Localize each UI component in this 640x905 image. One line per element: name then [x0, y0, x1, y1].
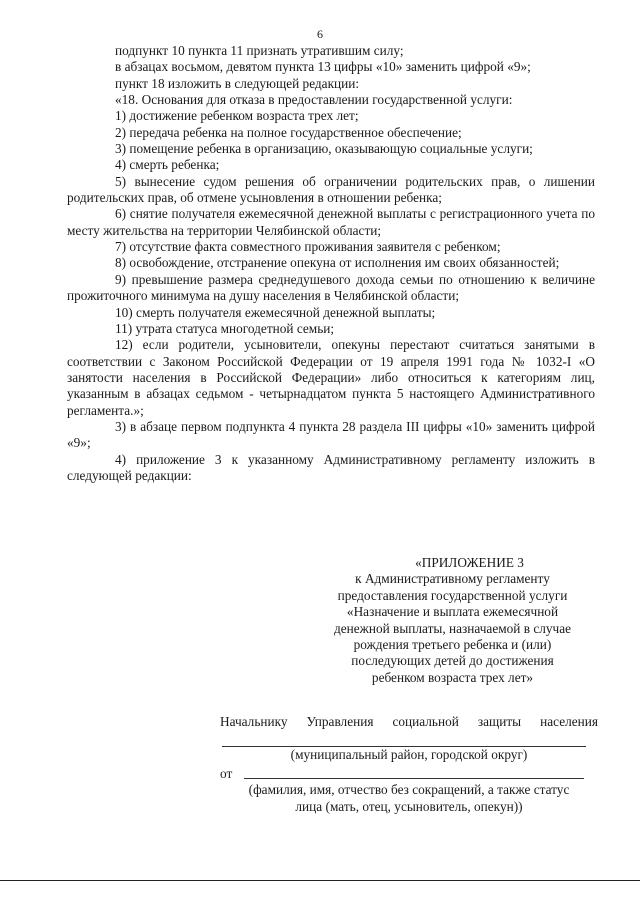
- list-item-4: 4) смерть ребенка;: [115, 157, 220, 173]
- appendix-line-8: ребенком возраста трех лет»: [371, 669, 534, 685]
- list-item-6: 6) снятие получателя ежемесячной денежной выплаты с регистрационного учета по месту жительства на территории Челябинской области;: [67, 206, 595, 238]
- list-item-5: 5) вынесение судом решения об ограничении родительских прав, о лишении родительских прав, об отмене усыновления в отношении ребенка;: [67, 173, 595, 206]
- page-number: 6: [317, 27, 323, 41]
- list-item-9: 9) превышение размера среднедушевого дохода семьи по отношению к величине прожиточного минимума на душу населения в Челябинской области;: [67, 271, 595, 304]
- appendix-header: [300, 555, 605, 686]
- list-item-3: 3) помещение ребенка в организацию, оказывающую социальные услуги;: [115, 141, 533, 157]
- list-item-1: 1) достижение ребенком возраста трех лет;: [115, 108, 359, 124]
- appendix-line-4: «Назначение и выплата ежемесячной: [346, 604, 559, 620]
- paragraph-2: в абзацах восьмом, девятом пункта 13 цифры «10» заменить цифрой «9»;: [115, 59, 531, 75]
- from-row: [220, 766, 598, 782]
- recipient-title: Начальнику Управления социальной защиты населения: [220, 714, 598, 729]
- document-body: [67, 43, 595, 484]
- recipient-block: [220, 714, 598, 815]
- paragraph-4: «18. Основания для отказа в предоставлении государственной услуги:: [115, 92, 513, 108]
- from-blank-line: [244, 766, 584, 779]
- name-hint-1: (фамилия, имя, отчество без сокращений, а также статус: [248, 782, 570, 798]
- paragraph-1: подпункт 10 пункта 11 признать утратившим силу;: [115, 43, 404, 58]
- list-item-12: 12) если родители, усыновители, опекуны перестают считаться занятыми в соответствии с Законом Российской Федерации от 19 апреля 1991 года № 1032-I «О занятости населения в Российской Федерации» либо относиться к категориям лиц, указанным в абзацах седьмом - четырнадцатом пункта 5 настоящего Административного регламента.»;: [67, 337, 595, 418]
- district-blank-line: [222, 730, 586, 747]
- appendix-line-3: предоставления государственной услуги: [337, 587, 568, 603]
- list-item-2: 2) передача ребенка на полное государственное обеспечение;: [115, 124, 462, 140]
- list-item-10: 10) смерть получателя ежемесячной денежной выплаты;: [115, 304, 436, 320]
- amendment-4: 4) приложение 3 к указанному Административному регламенту изложить в следующей редакции:: [67, 451, 595, 483]
- appendix-line-2: к Административному регламенту: [355, 571, 550, 587]
- appendix-title: «ПРИЛОЖЕНИЕ 3: [415, 555, 524, 570]
- list-item-8: 8) освобождение, отстранение опекуна от исполнения им своих обязанностей;: [115, 255, 560, 271]
- paragraph-3: пункт 18 изложить в следующей редакции:: [115, 75, 360, 91]
- appendix-line-6: рождения третьего ребенка и (или): [353, 637, 552, 653]
- list-item-7: 7) отсутствие факта совместного проживания заявителя с ребенком;: [115, 239, 501, 255]
- name-hint-2: лица (мать, отец, усыновитель, опекун)): [295, 798, 523, 814]
- amendment-3: 3) в абзаце первом подпункта 4 пункта 28 раздела III цифры «10» заменить цифрой «9»;: [67, 418, 595, 451]
- from-label: от: [220, 765, 233, 781]
- footer-divider: [0, 880, 640, 881]
- district-hint: (муниципальный район, городской округ): [290, 747, 528, 763]
- appendix-line-5: денежной выплаты, назначаемой в случае: [333, 620, 572, 636]
- list-item-11: 11) утрата статуса многодетной семьи;: [115, 320, 335, 336]
- appendix-line-7: последующих детей до достижения: [351, 653, 554, 669]
